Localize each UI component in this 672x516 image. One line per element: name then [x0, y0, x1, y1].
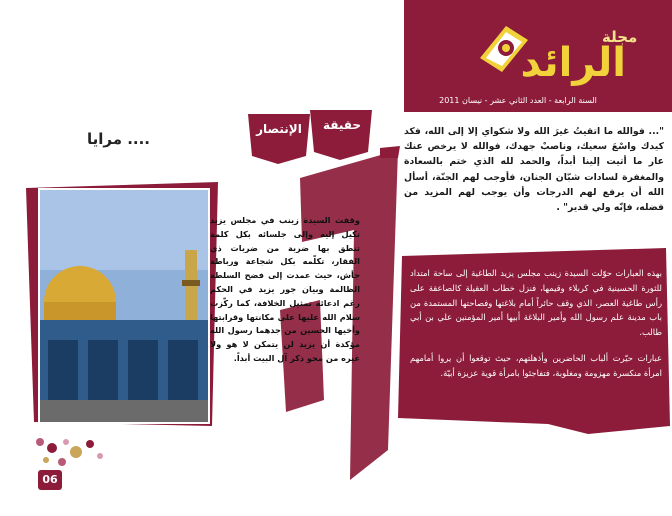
section-title: مرايا .... — [86, 130, 150, 148]
shrine-photo — [38, 188, 210, 424]
middle-column-text: وقفت السيدة زينب في مجلس يزيد تكيل إليه وإلى جلسائه بكل كلمة تنطق بها ضربة من ضربات ذي الفقار، تكلّمه بكل شجاعة ورباطة جأش، حيث عمدت إلى فضح السلطة الظالمة وبيان جور يزيد في الحكم رغم ادعائه تمثيل الخلافة، كما ركّزت سلام الله عليها على مكانتها وقرابتها وأخيها الحسين من جدهما رسول الله مؤكدة أن يزيد لن يتمكن لا هو ولا غيره من محو ذكر آل البيت أبداً. — [210, 215, 360, 363]
box-paragraph-2: عبارات حيّرت ألباب الحاضرين وأذهلتهم، حيث توقعوا أن يروا أمامهم امرأة منكسرة مهزومة ومغلوبة، فتفاجئوا بامرأة قوية عزيزة أبيّة. — [410, 352, 662, 378]
magazine-title: الرائد — [520, 40, 626, 86]
tag-haqiqa: حقيقة — [322, 118, 362, 132]
box-paragraph-1: بهذه العبارات حوّلت السيدة زينب مجلس يزيد الطاغية إلى ساحة امتداد للثورة الحسينية في كربلاء وقيمها، فنزل خطاب العقيلة كالصاعقة على رأس طاغية العصر، الذي وقف حائراً أمام بلاغتها وفصاحتها المستمدة من باب مدينة علم رسول الله وأمير البلاغة أبيها أمير المؤمنين علي بن أبي طالب. — [410, 268, 662, 338]
issue-info: السنة الرابعة - العدد الثاني عشر - نيسان 2011 — [439, 96, 597, 105]
page-number: 06 — [38, 470, 62, 490]
highlight-box-text — [410, 266, 662, 392]
magazine-label: مجلة — [602, 28, 638, 46]
decorative-dots-icon — [30, 434, 110, 470]
tag-intisar: الإنتصار — [256, 122, 302, 136]
quote-paragraph: "... فوالله ما اتقيتُ غيرَ الله ولا شكواي إلا إلى الله، فكد كيدك واسْعَ سعيك، وناصبْ جهدك، فوالله لا يرخص عنك عار ما أتيت إلينا أبداً، والحمد لله الذي ختم بالسعادة والمغفرة لسادات شبّان الجنان، فأوجب لهم الجنّة، أسأل الله أن يرفع لهم الدرجات وأن يوجب لهم المزيد من فضله، فإنّه ولي قدير" . — [404, 126, 664, 214]
